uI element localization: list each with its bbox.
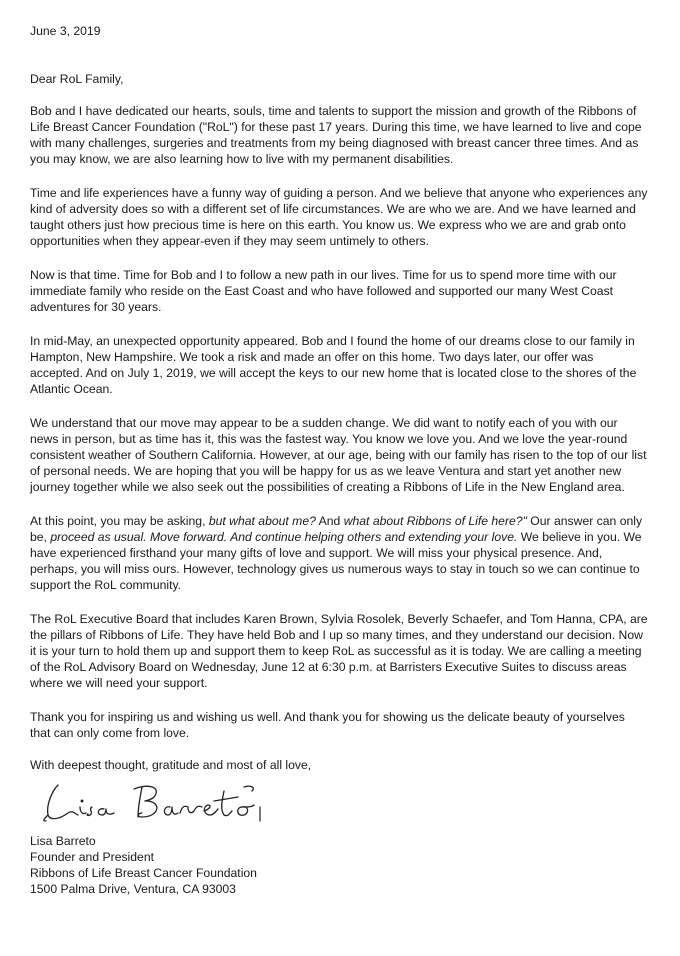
p6-text-4: We believe in you. We have experienced firsthand your many gifts of love and support. We will miss your physical presence. And, perhaps, you will miss ours. However, technology gives us numerous ways to stay in touch so we can continue to support the RoL community. <box>30 530 642 592</box>
p6-text-3: Our answer can only be, <box>30 514 643 544</box>
paragraph-1: Bob and I have dedicated our hearts, souls, time and talents to support the mission and growth of the Ribbons of Life Breast Cancer Foundation ("RoL") for these past 17 years. During this time, we have learned to live and cope with many challenges, surgeries and treatments from my being diagnosed with breast cancer three times. And as you may know, we are also learning how to live with my permanent disabilities. <box>30 104 642 166</box>
p6-italic-3: proceed as usual. Move forward. And continue helping others and extending your love. <box>50 530 518 544</box>
paragraph-2: Time and life experiences have a funny way of guiding a person. And we believe that anyone who experiences any kind of adversity does so with a different set of life circumstances. We are who we are. And we have learned and taught others just how precious time is here on this earth. You know us. We express who we are and grab onto opportunities when they appear-even if they may seem untimely to others. <box>30 186 648 248</box>
p6-italic-2: what about Ribbons of Life here?" <box>343 514 527 528</box>
letter-date: June 3, 2019 <box>30 24 101 38</box>
signer-name: Lisa Barreto <box>30 834 96 848</box>
p6-italic-1: but what about me? <box>208 514 316 528</box>
letter-page <box>30 23 648 897</box>
paragraph-7: The RoL Executive Board that includes Karen Brown, Sylvia Rosolek, Beverly Schaefer, and Tom Hanna, CPA, are the pillars of Ribbons of Life. They have held Bob and I up so many times, and they understand our decision. Now it is your turn to hold them up and support them to keep RoL as successful as it is today. We are calling a meeting of the RoL Advisory Board on Wednesday, June 12 at 6:30 p.m. at Barristers Executive Suites to discuss areas where we will need your support. <box>30 612 648 690</box>
signer-address: 1500 Palma Drive, Ventura, CA 93003 <box>30 882 236 896</box>
signer-title: Founder and President <box>30 850 154 864</box>
handwritten-signature <box>38 777 288 827</box>
paragraph-8: Thank you for inspiring us and wishing us well. And thank you for showing us the delicate beauty of yourselves that can only come from love. <box>30 710 625 740</box>
greeting: Dear RoL Family, <box>30 72 124 86</box>
p6-text-2: And <box>315 514 344 528</box>
closing-line: With deepest thought, gratitude and most of all love, <box>30 758 312 772</box>
paragraph-5: We understand that our move may appear to be a sudden change. We did want to notify each of you with our news in person, but as time has it, this was the fastest way. You know we love you. And we love the year-round consistent weather of Southern California. However, at our age, being with our family has risen to the top of our list of personal needs. We are hoping that you will be happy for us as we leave Ventura and start yet another new journey together while we also seek out the possibilities of creating a Ribbons of Life in the New England area. <box>30 416 647 494</box>
paragraph-4: In mid-May, an unexpected opportunity appeared. Bob and I found the home of our dreams close to our family in Hampton, New Hampshire. We took a risk and made an offer on this home. Two days later, our offer was accepted. And on July 1, 2019, we will accept the keys to our new home that is located close to the shores of the Atlantic Ocean. <box>30 334 637 396</box>
signature-block <box>30 833 648 897</box>
paragraph-6 <box>30 513 648 593</box>
p6-text-1: At this point, you may be asking, <box>30 514 209 528</box>
signer-organization: Ribbons of Life Breast Cancer Foundation <box>30 866 257 880</box>
paragraph-3: Now is that time. Time for Bob and I to follow a new path in our lives. Time for us to spend more time with our immediate family who reside on the East Coast and who have followed and supported our many West Coast adventures for 30 years. <box>30 268 617 314</box>
